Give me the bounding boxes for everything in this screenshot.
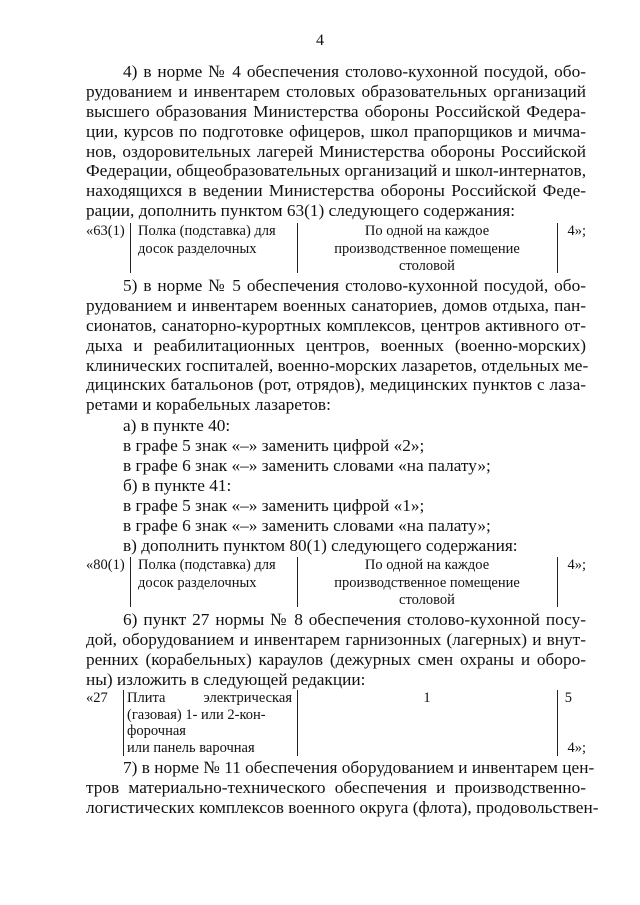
text-line: рации, дополнить пунктом 63(1) следующего содержания: — [86, 201, 516, 221]
text-line: 4) в норме № 4 обеспечения столово-кухонной посудой, обо- — [123, 62, 586, 81]
text-line: 7) в норме № 11 обеспечения оборудованием и инвентарем цен- — [123, 758, 595, 777]
column-divider — [297, 557, 298, 607]
subitem-v: в) дополнить пунктом 80(1) следующего содержания: — [123, 536, 518, 555]
subitem-line: в графе 5 знак «–» заменить цифрой «1»; — [123, 496, 425, 515]
item-number: «27 — [86, 690, 108, 706]
text-line: сионатов, санаторно-курортных комплексов, центров активного от- — [86, 315, 586, 335]
subitem-line: в графе 5 знак «–» заменить цифрой «2»; — [123, 436, 425, 455]
text-line: 6) пункт 27 нормы № 8 обеспечения столово-кухонной посу- — [123, 610, 586, 629]
item-name: Плита электрическая (газовая) 1- или 2-кон- форочная или панель варочная — [127, 690, 292, 756]
paragraph-7 — [86, 758, 599, 818]
text-line: ретами и корабельных лазаретов: — [86, 395, 331, 415]
subitem-a: а) в пункте 40: — [123, 416, 231, 435]
item-value: 5 — [564, 690, 572, 706]
text-line: находящихся в ведении Министерства обороны Российской Феде- — [86, 181, 586, 201]
table-row-80-1 — [86, 557, 586, 609]
text-line: дыха и реабилитационных центров, военных (военно-морских) — [86, 335, 586, 355]
item-norm: По одной на каждое производственное помещение столовой — [334, 557, 520, 608]
item-quantity: 4»; — [567, 557, 586, 573]
text-line: клинических госпиталей, военно-морских лазаретов, отдельных ме- — [86, 355, 589, 375]
text-line: рудованием и инвентарем столовых образовательных организаций — [86, 81, 586, 101]
table-row-27 — [86, 690, 586, 758]
item-name: Полка (подставка) для досок разделочных — [138, 557, 276, 591]
table-row-63-1 — [86, 223, 586, 275]
text-line: 5) в норме № 5 обеспечения столово-кухонной посудой, обо- — [123, 276, 586, 295]
paragraph-5 — [86, 276, 589, 415]
item-norm: По одной на каждое производственное помещение столовой — [334, 223, 520, 274]
paragraph-4 — [86, 62, 586, 221]
column-divider — [557, 223, 558, 273]
item-norm: 1 — [423, 690, 431, 706]
text-line: рудованием и инвентарем военных санаториев, домов отдыха, пан- — [86, 295, 586, 315]
column-divider — [557, 690, 558, 756]
column-divider — [297, 223, 298, 273]
page-number: 4 — [316, 32, 324, 49]
subitem-b: б) в пункте 41: — [123, 476, 232, 495]
text-line: высшего образования Министерства обороны Российской Федера- — [86, 101, 586, 121]
paragraph-6 — [86, 610, 586, 690]
text-line: нов, оздоровительных лагерей Министерства обороны Российской — [86, 141, 586, 161]
column-divider — [123, 690, 124, 756]
item-name: Полка (подставка) для досок разделочных — [138, 223, 276, 257]
item-number: «80(1) — [86, 557, 125, 573]
text-line: Федерации, общеобразовательных организаций и школ-интернатов, — [86, 161, 587, 181]
text-line: тров материально-технического обеспечения и производственно- — [86, 777, 586, 797]
text-line: дицинских батальонов (рот, отрядов), медицинских пунктов с лаза- — [86, 375, 586, 395]
subitem-line: в графе 6 знак «–» заменить словами «на палату»; — [123, 516, 491, 535]
column-divider — [297, 690, 298, 756]
item-quantity: 4»; — [567, 223, 586, 239]
text-line: ции, курсов по подготовке офицеров, школ прапорщиков и мичма- — [86, 121, 586, 141]
text-line: ны) изложить в следующей редакции: — [86, 669, 366, 689]
column-divider — [557, 557, 558, 607]
subitem-line: в графе 6 знак «–» заменить словами «на палату»; — [123, 456, 491, 475]
text-line: дой, оборудованием и инвентарем гарнизонных (лагерных) и внут- — [86, 629, 586, 649]
text-line: логистических комплексов военного округа (флота), продовольствен- — [86, 797, 599, 817]
column-divider — [130, 557, 131, 607]
text-line: ренних (корабельных) караулов (дежурных смен охраны и оборо- — [86, 649, 586, 669]
item-number: «63(1) — [86, 223, 125, 239]
item-quantity: 4»; — [567, 740, 586, 756]
column-divider — [130, 223, 131, 273]
